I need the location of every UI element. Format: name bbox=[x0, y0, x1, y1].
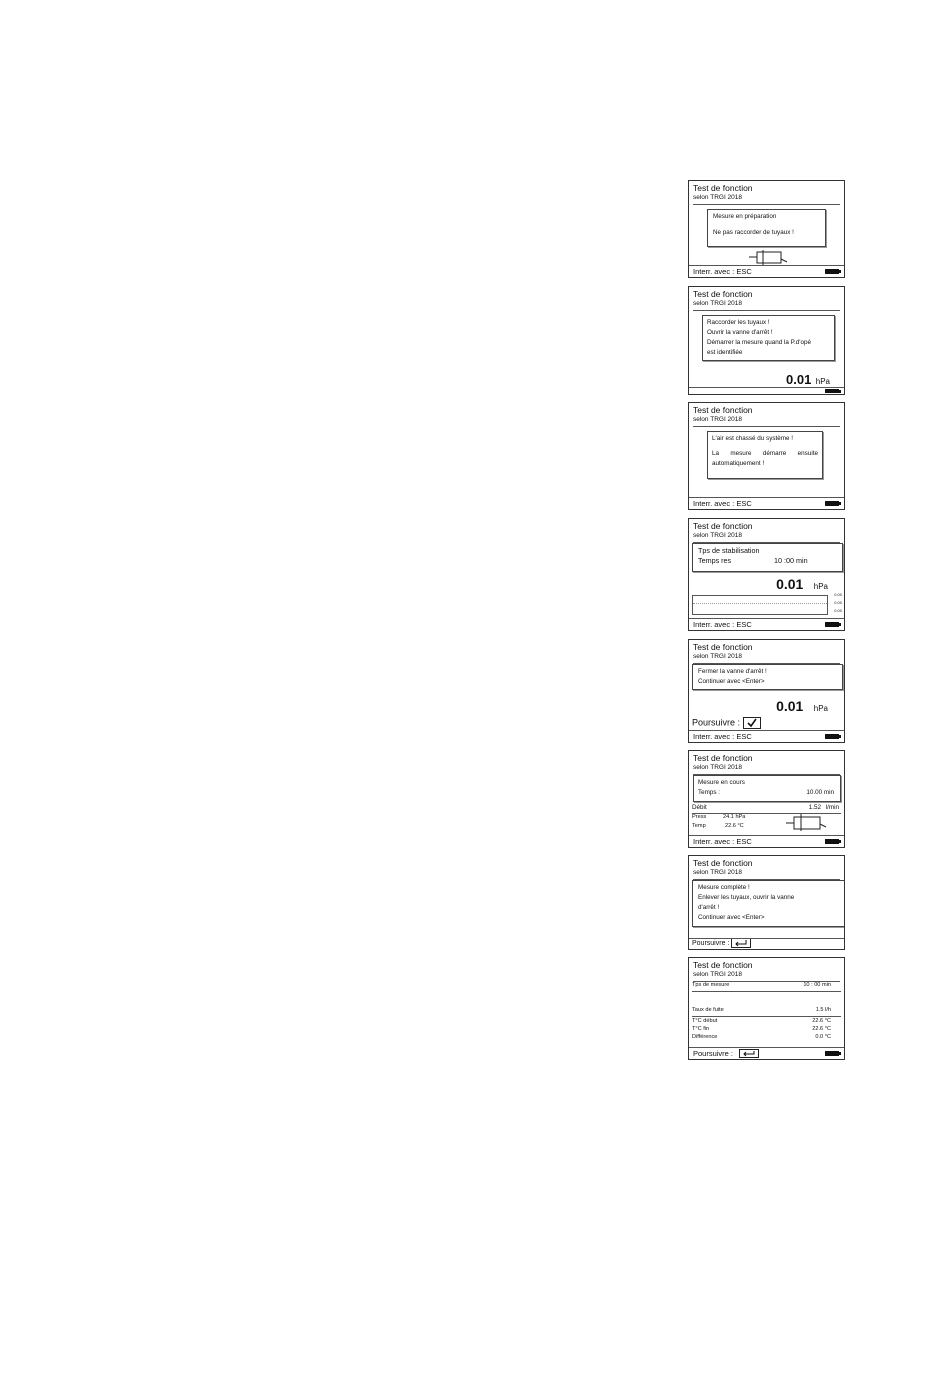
dialog-line: Continuer avec <Enter> bbox=[698, 678, 765, 685]
screen-subtitle: selon TRGI 2018 bbox=[693, 416, 743, 423]
screen-footer bbox=[689, 835, 844, 847]
screen-subtitle: selon TRGI 2018 bbox=[693, 300, 743, 307]
enter-icon bbox=[740, 1050, 758, 1057]
pressure-value: 0.01 bbox=[776, 576, 804, 592]
screen-footer bbox=[689, 1047, 844, 1059]
continue-row bbox=[692, 717, 761, 729]
screen-header bbox=[693, 959, 840, 982]
screen-title: Test de fonction bbox=[693, 858, 753, 868]
dialog-line: Ne pas raccorder de tuyaux ! bbox=[713, 229, 794, 236]
dialog-line: Ouvrir la vanne d'arrêt ! bbox=[707, 329, 773, 336]
flow-unit: l/min bbox=[825, 804, 839, 811]
dialog-box bbox=[693, 775, 841, 802]
screen-preparation bbox=[688, 180, 845, 278]
dialog-line: Mesure en préparation bbox=[713, 213, 777, 220]
screen-header bbox=[693, 752, 840, 775]
dialog-line: Démarrer la mesure quand la P.d'opé bbox=[707, 339, 811, 346]
continue-row bbox=[692, 938, 751, 948]
screen-title: Test de fonction bbox=[693, 960, 753, 970]
battery-icon bbox=[825, 501, 839, 506]
screen-subtitle: selon TRGI 2018 bbox=[693, 764, 743, 771]
screen-header bbox=[693, 404, 840, 427]
pressure-unit: hPa bbox=[815, 377, 830, 386]
divider bbox=[689, 938, 844, 939]
enter-button[interactable] bbox=[731, 938, 751, 948]
dialog-line: est identifiée bbox=[707, 349, 743, 356]
result-label: T°C début bbox=[692, 1018, 718, 1024]
screen-title: Test de fonction bbox=[693, 405, 753, 415]
dialog-line: d'arrêt ! bbox=[698, 904, 720, 911]
remaining-time-value: 10 :00 min bbox=[774, 556, 808, 565]
screen-footer bbox=[689, 265, 844, 277]
screen-footer bbox=[689, 730, 844, 742]
result-row bbox=[692, 1034, 831, 1040]
checkmark-icon bbox=[744, 718, 760, 728]
temp-row bbox=[692, 823, 744, 829]
flow-label: Débit bbox=[692, 804, 707, 811]
elapsed-time-label: Temps : bbox=[698, 789, 721, 796]
press-label: Press bbox=[692, 814, 707, 820]
screen-title: Test de fonction bbox=[693, 642, 753, 652]
scale-label: 0.00 bbox=[834, 600, 842, 605]
confirm-checkmark-button[interactable] bbox=[743, 717, 761, 729]
dialog-line: Continuer avec <Enter> bbox=[698, 914, 765, 921]
pressure-value: 0.01 bbox=[786, 372, 812, 387]
dialog-line: Mesure en cours bbox=[698, 779, 745, 786]
pressure-readout bbox=[776, 576, 828, 594]
result-label: Taux de fuite bbox=[692, 1007, 724, 1013]
result-value: 10 : 00 min bbox=[803, 982, 831, 988]
screen-title: Test de fonction bbox=[693, 753, 753, 763]
flow-value: 1.52 bbox=[808, 804, 821, 811]
result-row bbox=[692, 1007, 831, 1013]
result-value: 1.5 l/h bbox=[815, 1007, 831, 1013]
press-value: 24.1 hPa bbox=[723, 814, 746, 820]
press-row bbox=[692, 814, 746, 820]
graph-scale bbox=[834, 591, 842, 615]
continue-label: Poursuivre : bbox=[693, 1049, 734, 1058]
screen-subtitle: selon TRGI 2018 bbox=[693, 653, 743, 660]
result-value: 0.0 °C bbox=[815, 1034, 831, 1040]
screen-subtitle: selon TRGI 2018 bbox=[693, 194, 743, 201]
screen-title: Test de fonction bbox=[693, 183, 753, 193]
esc-hint: Interr. avec : ESC bbox=[693, 499, 752, 508]
result-label: T°C fin bbox=[692, 1026, 710, 1032]
screen-header bbox=[693, 641, 840, 664]
screen-connect-hoses bbox=[688, 286, 845, 395]
divider bbox=[692, 991, 841, 992]
enter-icon bbox=[732, 939, 750, 947]
screen-stabilisation bbox=[688, 518, 845, 631]
result-row bbox=[692, 1018, 831, 1024]
screen-header bbox=[693, 857, 840, 880]
screen-header bbox=[693, 288, 840, 311]
pressure-readout bbox=[776, 698, 828, 716]
flow-row bbox=[692, 803, 841, 813]
dialog-line: Mesure complète ! bbox=[698, 884, 750, 891]
dialog-line: La mesure démarre ensuite bbox=[712, 450, 818, 457]
screen-subtitle: selon TRGI 2018 bbox=[693, 869, 743, 876]
esc-hint: Interr. avec : ESC bbox=[693, 837, 752, 846]
pressure-unit: hPa bbox=[813, 704, 828, 713]
battery-icon bbox=[825, 1051, 839, 1056]
screen-header bbox=[693, 182, 840, 205]
dialog-line: Fermer la vanne d'arrêt ! bbox=[698, 668, 767, 675]
battery-icon bbox=[825, 389, 839, 393]
dialog-line: automatiquement ! bbox=[712, 460, 765, 467]
screen-subtitle: selon TRGI 2018 bbox=[693, 971, 743, 978]
screen-subtitle: selon TRGI 2018 bbox=[693, 532, 743, 539]
temp-value: 22.6 °C bbox=[725, 823, 744, 829]
screen-title: Test de fonction bbox=[693, 289, 753, 299]
divider bbox=[692, 1016, 841, 1017]
pressure-graph bbox=[692, 595, 828, 615]
hose-connector-icon bbox=[786, 813, 830, 833]
screen-footer bbox=[689, 387, 844, 394]
screen-title: Test de fonction bbox=[693, 521, 753, 531]
dialog-box bbox=[692, 880, 845, 927]
dialog-box bbox=[692, 664, 843, 690]
esc-hint: Interr. avec : ESC bbox=[693, 267, 752, 276]
result-value: 22.6 °C bbox=[812, 1026, 831, 1032]
result-label: Tps de mesure bbox=[692, 982, 730, 988]
result-row bbox=[692, 982, 831, 988]
battery-icon bbox=[825, 622, 839, 627]
scale-label: 0.00 bbox=[834, 592, 842, 597]
dialog-box bbox=[707, 431, 823, 479]
esc-hint: Interr. avec : ESC bbox=[693, 620, 752, 629]
dialog-line: Raccorder les tuyaux ! bbox=[707, 319, 770, 326]
dialog-box bbox=[702, 315, 835, 361]
esc-hint: Interr. avec : ESC bbox=[693, 732, 752, 741]
dialog-line: Tps de stabilisation bbox=[698, 546, 760, 555]
screen-air-purge bbox=[688, 402, 845, 510]
screen-header bbox=[693, 520, 840, 543]
continue-label: Poursuivre : bbox=[692, 939, 730, 947]
scale-label: 0.00 bbox=[834, 608, 842, 613]
remaining-time-label: Temps res bbox=[698, 556, 732, 565]
screen-footer bbox=[689, 497, 844, 509]
dialog-line: L'air est chassé du système ! bbox=[712, 435, 793, 442]
enter-button[interactable] bbox=[739, 1049, 759, 1058]
dialog-box bbox=[707, 209, 826, 247]
result-row bbox=[692, 1026, 831, 1032]
elapsed-time-value: 10.00 min bbox=[806, 789, 834, 796]
result-label: Différence bbox=[692, 1034, 718, 1040]
result-value: 22.6 °C bbox=[812, 1018, 831, 1024]
dialog-box bbox=[692, 543, 843, 572]
temp-label: Temp bbox=[692, 823, 706, 829]
screen-measuring bbox=[688, 750, 845, 848]
pressure-unit: hPa bbox=[813, 582, 828, 591]
screen-footer bbox=[689, 618, 844, 630]
continue-label: Poursuivre : bbox=[692, 717, 741, 728]
pressure-value: 0.01 bbox=[776, 698, 804, 714]
battery-icon bbox=[825, 269, 839, 274]
dialog-line: Enlever les tuyaux, ouvrir la vanne bbox=[698, 894, 795, 901]
screen-results bbox=[688, 957, 845, 1060]
battery-icon bbox=[825, 734, 839, 739]
screen-close-valve bbox=[688, 639, 845, 743]
battery-icon bbox=[825, 839, 839, 844]
screen-measurement-complete bbox=[688, 855, 845, 950]
